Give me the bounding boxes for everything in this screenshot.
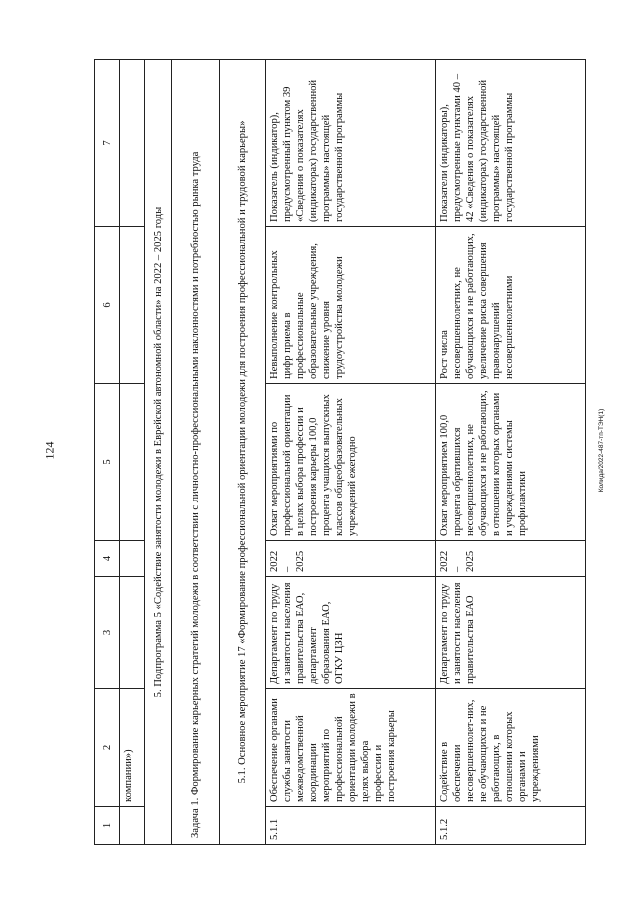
row-result: Охват мероприятиями по профессиональной ориентации в целях выбора профессии и построения карьеры 100,0 процента учащихся выпускных классов общеобразовательных учреждений ежегодно xyxy=(266,384,436,541)
row-number: 5.1.1 xyxy=(266,807,436,845)
event-row xyxy=(220,60,266,845)
row-period: 2022 – 2025 xyxy=(266,541,436,577)
event-title: 5.1. Основное мероприятие 17 «Формирование профессиональной ориентации молодежи для построения профессиональной и трудовой карьеры» xyxy=(220,60,266,845)
row-result: Охват мероприятием 100,0 процента обратившихся несовершеннолетних, не обучающихся и не работающих, в отношении которых органами и учреждениями системы профилактики xyxy=(436,384,586,541)
table-header-row xyxy=(95,60,120,845)
carry-cell-4 xyxy=(120,541,145,577)
header-col-4: 4 xyxy=(95,541,120,577)
row-period: 2022 – 2025 xyxy=(436,541,586,577)
row-number: 5.1.2 xyxy=(436,807,586,845)
header-col-3: 3 xyxy=(95,577,120,689)
rotated-table-wrapper xyxy=(94,60,568,845)
header-col-1: 1 xyxy=(95,807,120,845)
document-code: Колида/2022-487-тп-ТЭН(1) xyxy=(598,408,606,492)
row-consequences: Рост числа несовершеннолетних, не обучающихся и не работающих, увеличение риска совершения правонарушений несовершеннолетними xyxy=(436,227,586,384)
row-indicator: Показатели (индикаторы), предусмотренные пунктами 40 – 42 «Сведения о показателях (индикаторах) государственной программы» настоящей государственной программы xyxy=(436,60,586,227)
row-indicator: Показатель (индикатор), предусмотренный пунктом 39 «Сведения о показателях (индикаторах) государственной программы» настоящей государственной программы xyxy=(266,60,436,227)
subprogram-title: 5. Подпрограмма 5 «Содействие занятости молодежи в Еврейской автономной области» на 2022 – 2025 годы xyxy=(145,60,172,845)
program-table xyxy=(94,59,586,845)
carry-cell-7 xyxy=(120,60,145,227)
header-col-5: 5 xyxy=(95,384,120,541)
header-col-7: 7 xyxy=(95,60,120,227)
subprogram-row xyxy=(145,60,172,845)
carry-cell-5 xyxy=(120,384,145,541)
task-row xyxy=(172,60,220,845)
header-col-2: 2 xyxy=(95,689,120,807)
row-name: Содействие в обеспечении несовершеннолет-них, не обучающихся и не работающих, в отношении которых органами и учреждениями xyxy=(436,689,586,807)
row-consequences: Невыполнение контрольных цифр приема в профессиональные образовательные учреждения, снижение уровня трудоустройства молодежи xyxy=(266,227,436,384)
row-executor: Департамент по труду и занятости населения правительства ЕАО, департамент образования ЕАО, ОГКУ ЦЗН xyxy=(266,577,436,689)
row-name: Обеспечение органами службы занятости межведомственной координации мероприятий по профессиональной ориентации молодежи в целях выбора профессии и построения карьеры xyxy=(266,689,436,807)
table-row xyxy=(436,60,586,845)
row-executor: Департамент по труду и занятости населения правительства ЕАО xyxy=(436,577,586,689)
carry-cell-6 xyxy=(120,227,145,384)
carry-cell-1 xyxy=(120,807,145,845)
table-row xyxy=(266,60,436,845)
carry-cell-3 xyxy=(120,577,145,689)
page-number: 124 xyxy=(42,441,57,459)
task-title: Задача 1. Формирование карьерных стратегий молодежи в соответствии с личностно-профессиональными наклонностями и потребностью рынка труда xyxy=(172,60,220,845)
header-col-6: 6 xyxy=(95,227,120,384)
carry-cell-2: компании») xyxy=(120,689,145,807)
carry-over-row xyxy=(120,60,145,845)
